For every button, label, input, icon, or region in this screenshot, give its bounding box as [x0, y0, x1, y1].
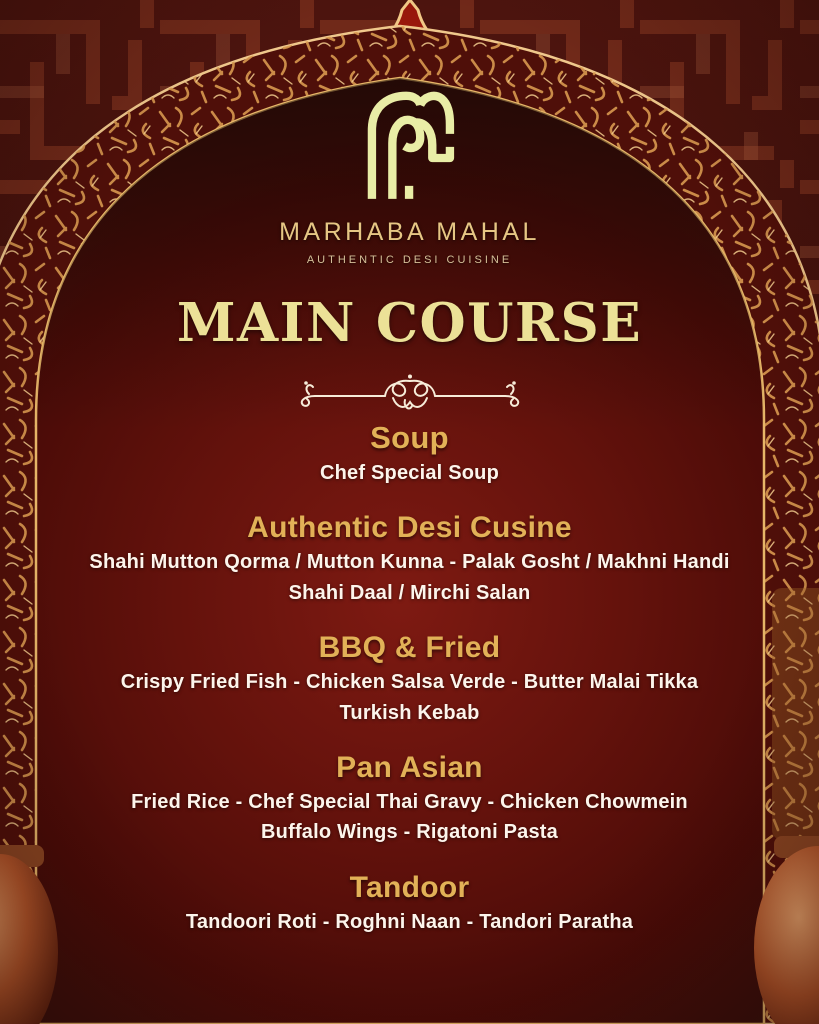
menu-line: Fried Rice - Chef Special Thai Gravy - Chicken Chowmein	[131, 790, 688, 813]
section-heading: Tandoor	[349, 870, 470, 904]
page-title: MAIN COURSE	[176, 292, 643, 354]
menu-line: Shahi Daal / Mirchi Salan	[288, 581, 531, 604]
menu-line: Tandoori Roti - Roghni Naan - Tandori Paratha	[185, 910, 634, 933]
menu-section-pan-asian	[20, 751, 799, 850]
menu-section-tandoor	[20, 871, 799, 939]
section-heading: Pan Asian	[336, 750, 483, 784]
menu-section-authentic-desi	[20, 511, 799, 610]
menu-sections	[20, 420, 799, 960]
menu-line: Shahi Mutton Qorma / Mutton Kunna - Palak Gosht / Makhni Handi	[89, 551, 730, 574]
menu-section-bbq-fried	[20, 631, 799, 730]
section-heading: BBQ & Fried	[318, 631, 501, 665]
menu-line: Chef Special Soup	[320, 462, 499, 484]
brand-name: MARHABA MAHAL	[279, 218, 540, 246]
brand-logo-icon	[358, 84, 462, 206]
brand-tagline: AUTHENTIC DESI CUISINE	[306, 254, 513, 266]
menu-line: Buffalo Wings - Rigatoni Pasta	[261, 821, 558, 844]
menu-line: Turkish Kebab	[339, 701, 480, 724]
ornamental-divider-icon	[285, 372, 535, 416]
menu-section-soup	[20, 420, 799, 490]
section-heading: Soup	[370, 420, 449, 455]
section-heading: Authentic Desi Cusine	[247, 511, 572, 545]
menu-line: Crispy Fried Fish - Chicken Salsa Verde - Butter Malai Tikka	[120, 671, 699, 694]
